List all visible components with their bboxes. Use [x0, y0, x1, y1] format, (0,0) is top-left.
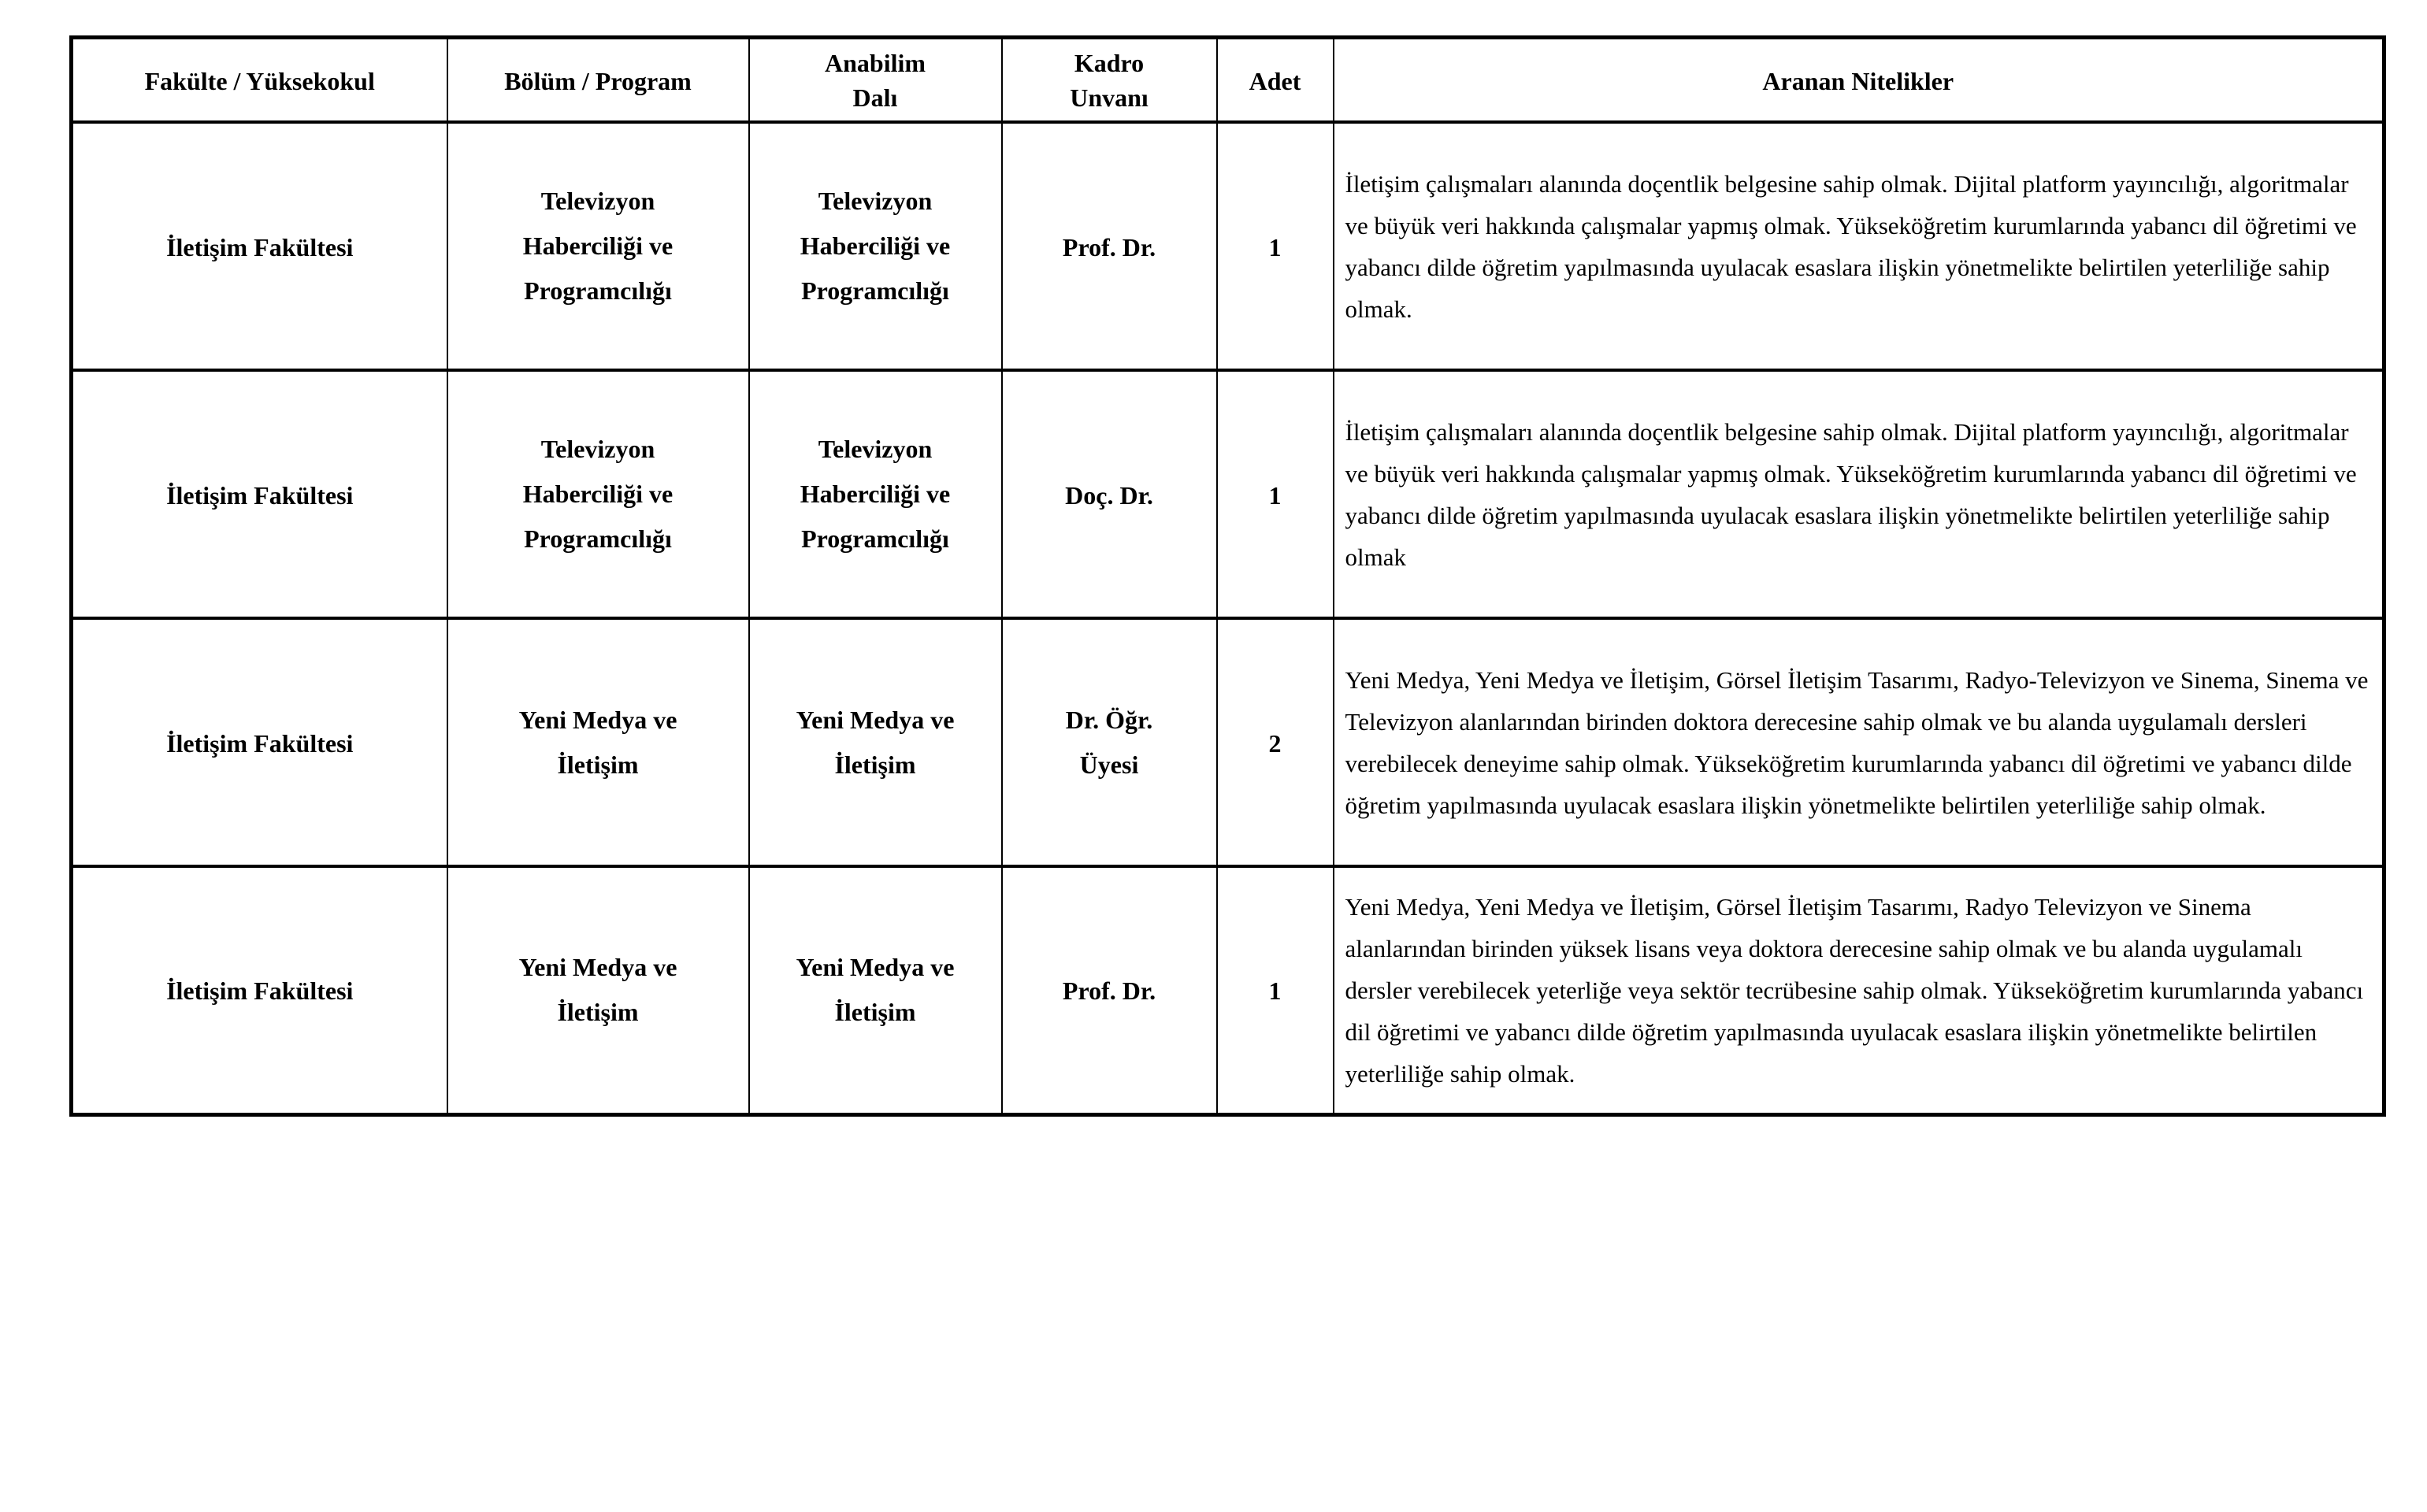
kadro-value: Dr. Öğr. Üyesi	[1065, 705, 1153, 779]
cell-fakulte	[72, 866, 447, 1114]
table-row	[72, 618, 2384, 866]
table-row	[72, 370, 2384, 618]
cell-bolum	[447, 122, 749, 370]
column-header-kadro-label: Kadro Unvanı	[1070, 48, 1149, 112]
column-header-kadro	[1002, 38, 1217, 123]
cell-bolum	[447, 866, 749, 1114]
nitelikler-value: Yeni Medya, Yeni Medya ve İletişim, Görsel İletişim Tasarımı, Radyo Televizyon ve Sinema alanlarından birinden yüksek lisans veya doktora derecesine sahip olmak ve bu alanda uygulamalı dersler verebilecek yeterliğe veya sektör tecrübesine sahip olmak. Yükseköğretim kurumlarında yabancı dil öğretimi ve yabancı dilde öğretim yapılmasında uyulacak esaslara ilişkin yönetmelikte belirtilen yeterliliğe sahip olmak.	[1345, 892, 2364, 1088]
fakulte-value: İletişim Fakültesi	[166, 232, 354, 261]
column-header-anabilim-label: Anabilim Dalı	[824, 48, 926, 112]
cell-fakulte	[72, 618, 447, 866]
header-row	[72, 38, 2384, 123]
kadro-value: Doç. Dr.	[1065, 480, 1153, 510]
cell-adet	[1217, 866, 1334, 1114]
adet-value: 1	[1268, 480, 1282, 510]
academic-positions-table	[69, 35, 2386, 1117]
anabilim-value: Yeni Medya ve İletişim	[796, 953, 955, 1027]
cell-kadro	[1002, 866, 1217, 1114]
cell-kadro	[1002, 370, 1217, 618]
nitelikler-value: İletişim çalışmaları alanında doçentlik belgesine sahip olmak. Dijital platform yayıncılığı, algoritmalar ve büyük veri hakkında çalışmalar yapmış olmak. Yükseköğretim kurumlarında yabancı dil öğretimi ve yabancı dilde öğretim yapılmasında uyulacak esaslara ilişkin yönetmelikte belirtilen yeterliliğe sahip olmak.	[1345, 169, 2357, 323]
bolum-value: Televizyon Haberciliği ve Programcılığı	[522, 187, 674, 305]
column-header-bolum	[447, 38, 749, 123]
cell-adet	[1217, 370, 1334, 618]
adet-value: 1	[1268, 232, 1282, 261]
bolum-value: Televizyon Haberciliği ve Programcılığı	[522, 435, 674, 553]
column-header-nitelikler	[1334, 38, 2384, 123]
adet-value: 1	[1268, 976, 1282, 1006]
column-header-adet	[1217, 38, 1334, 123]
column-header-fakulte-label: Fakülte / Yüksekokul	[144, 67, 375, 96]
column-header-nitelikler-label: Aranan Nitelikler	[1762, 67, 1954, 96]
cell-anabilim	[749, 122, 1002, 370]
anabilim-value: Televizyon Haberciliği ve Programcılığı	[800, 435, 951, 553]
cell-anabilim	[749, 370, 1002, 618]
bolum-value: Yeni Medya ve İletişim	[518, 953, 677, 1027]
cell-fakulte	[72, 122, 447, 370]
anabilim-value: Televizyon Haberciliği ve Programcılığı	[800, 187, 951, 305]
cell-nitelikler	[1334, 122, 2384, 370]
cell-kadro	[1002, 618, 1217, 866]
cell-adet	[1217, 618, 1334, 866]
fakulte-value: İletişim Fakültesi	[166, 480, 354, 510]
cell-nitelikler	[1334, 370, 2384, 618]
column-header-bolum-label: Bölüm / Program	[504, 67, 692, 96]
column-header-fakulte	[72, 38, 447, 123]
cell-anabilim	[749, 618, 1002, 866]
column-header-anabilim	[749, 38, 1002, 123]
anabilim-value: Yeni Medya ve İletişim	[796, 705, 955, 779]
nitelikler-value: Yeni Medya, Yeni Medya ve İletişim, Görsel İletişim Tasarımı, Radyo-Televizyon ve Sinema, Sinema ve Televizyon alanlarından birinden doktora derecesine sahip olmak ve bu alanda uygulamalı dersleri verebilecek deneyime sahip olmak. Yükseköğretim kurumlarında yabancı dil öğretimi ve yabancı dilde öğretim yapılmasında uyulacak esaslara ilişkin yönetmelikte belirtilen yeterliliğe sahip olmak.	[1345, 665, 2369, 819]
cell-nitelikler	[1334, 618, 2384, 866]
kadro-value: Prof. Dr.	[1062, 976, 1156, 1006]
cell-bolum	[447, 370, 749, 618]
cell-anabilim	[749, 866, 1002, 1114]
cell-fakulte	[72, 370, 447, 618]
fakulte-value: İletişim Fakültesi	[166, 728, 354, 758]
table-row	[72, 122, 2384, 370]
cell-nitelikler	[1334, 866, 2384, 1114]
cell-bolum	[447, 618, 749, 866]
bolum-value: Yeni Medya ve İletişim	[518, 705, 677, 779]
table-row	[72, 866, 2384, 1114]
cell-kadro	[1002, 122, 1217, 370]
kadro-value: Prof. Dr.	[1062, 232, 1156, 261]
nitelikler-value: İletişim çalışmaları alanında doçentlik belgesine sahip olmak. Dijital platform yayıncılığı, algoritmalar ve büyük veri hakkında çalışmalar yapmış olmak. Yükseköğretim kurumlarında yabancı dil öğretimi ve yabancı dilde öğretim yapılmasında uyulacak esaslara ilişkin yönetmelikte belirtilen yeterliliğe sahip olmak	[1345, 417, 2357, 571]
cell-adet	[1217, 122, 1334, 370]
fakulte-value: İletişim Fakültesi	[166, 976, 354, 1006]
adet-value: 2	[1268, 728, 1282, 758]
column-header-adet-label: Adet	[1249, 67, 1301, 96]
